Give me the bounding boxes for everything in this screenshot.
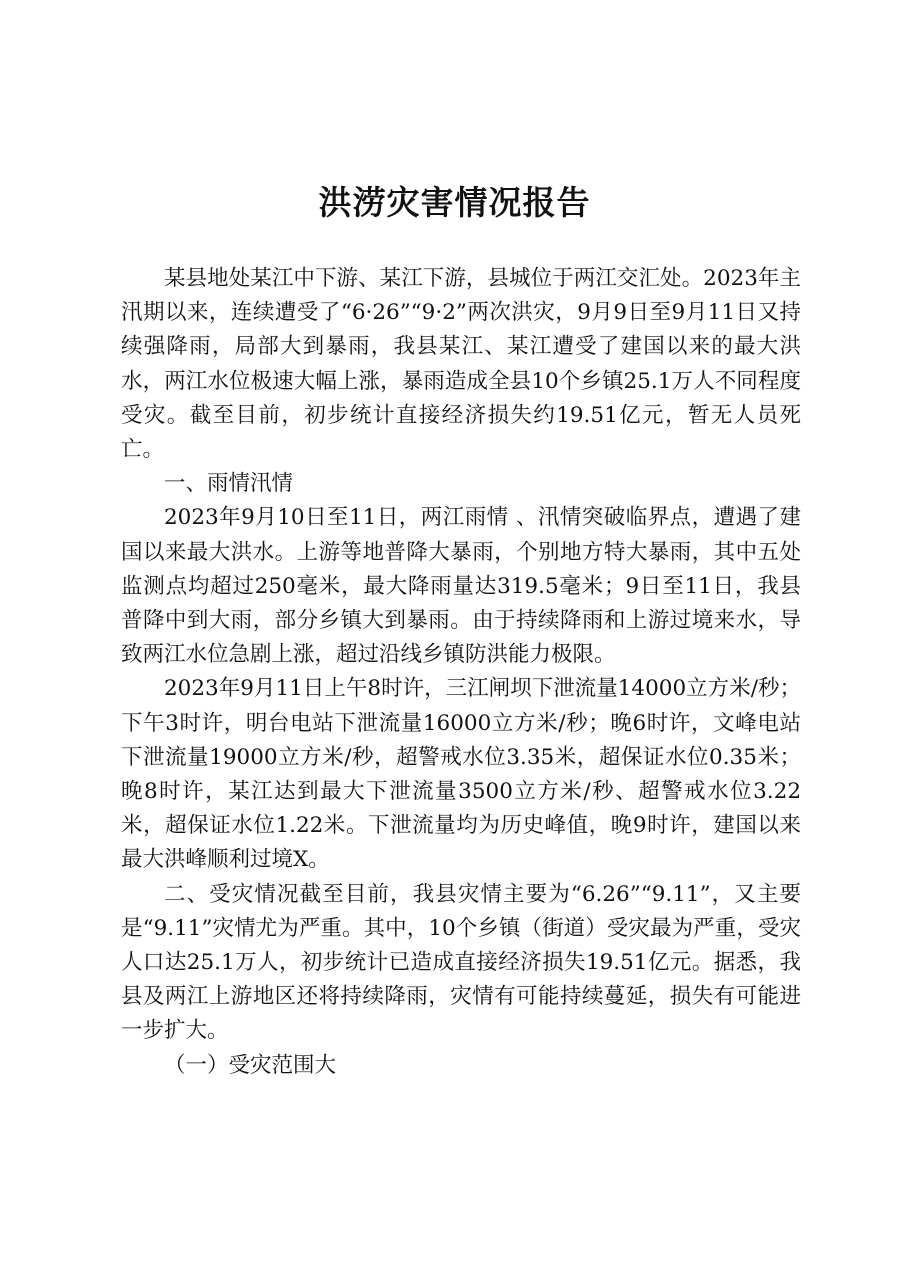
paragraph-rain-conditions: 2023年9月10日至11日，两江雨情 、汛情突破临界点，遭遇了建国以来最大洪水。上游等地普降大暴雨，个别地方特大暴雨，其中五处监测点均超过250毫米，最大降雨量达319.5毫米；9日至11日，我县普降中到大雨，部分乡镇大到暴雨。由于持续降雨和上游过境来水，导致两江水位急剧上涨，超过沿线乡镇防洪能力极限。 [121,505,801,668]
paragraph-discharge-flow: 2023年9月11日上午8时许，三江闸坝下泄流量14000立方米/秒；下午3时许，明台电站下泄流量16000立方米/秒；晚6时许，文峰电站下泄流量19000立方米/秒，超警戒水位3.35米，超保证水位0.35米；晚8时许，某江达到最大下泄流量3500立方米/秒、超警戒水位3.22米，超保证水位1.22米。下泄流量均为历史峰值，晚9时许，建国以来最大洪峰顺利过境X。 [121,676,801,873]
paragraph-intro: 某县地处某江中下游、某江下游，县城位于两江交汇处。2023年主汛期以来，连续遭受了“6·26”“9·2”两次洪灾，9月9日至9月11日又持续强降雨，局部大到暴雨，我县某江、某江遭受了建国以来的最大洪水，两江水位极速大幅上涨，暴雨造成全县10个乡镇25.1万人不同程度受灾。截至目前，初步统计直接经济损失约19.51亿元，暂无人员死亡。 [121,266,801,463]
section-heading-rain-flood: 一、雨情汛情 [164,471,294,497]
paragraph-disaster-situation: 二、受灾情况截至目前，我县灾情主要为“6.26”“9.11”，又主要是“9.11”灾情尤为严重。其中，10个乡镇（街道）受灾最为严重，受灾人口达25.1万人，初步统计已造成直接经济损失19.51亿元。据悉，我县及两江上游地区还将持续降雨，灾情有可能持续蔓延，损失有可能进一步扩大。 [121,881,801,1044]
document-body [121,262,801,1083]
document-title: 洪涝灾害情况报告 [318,183,591,222]
subsection-heading-wide-scope: （一）受灾范围大 [164,1052,337,1078]
